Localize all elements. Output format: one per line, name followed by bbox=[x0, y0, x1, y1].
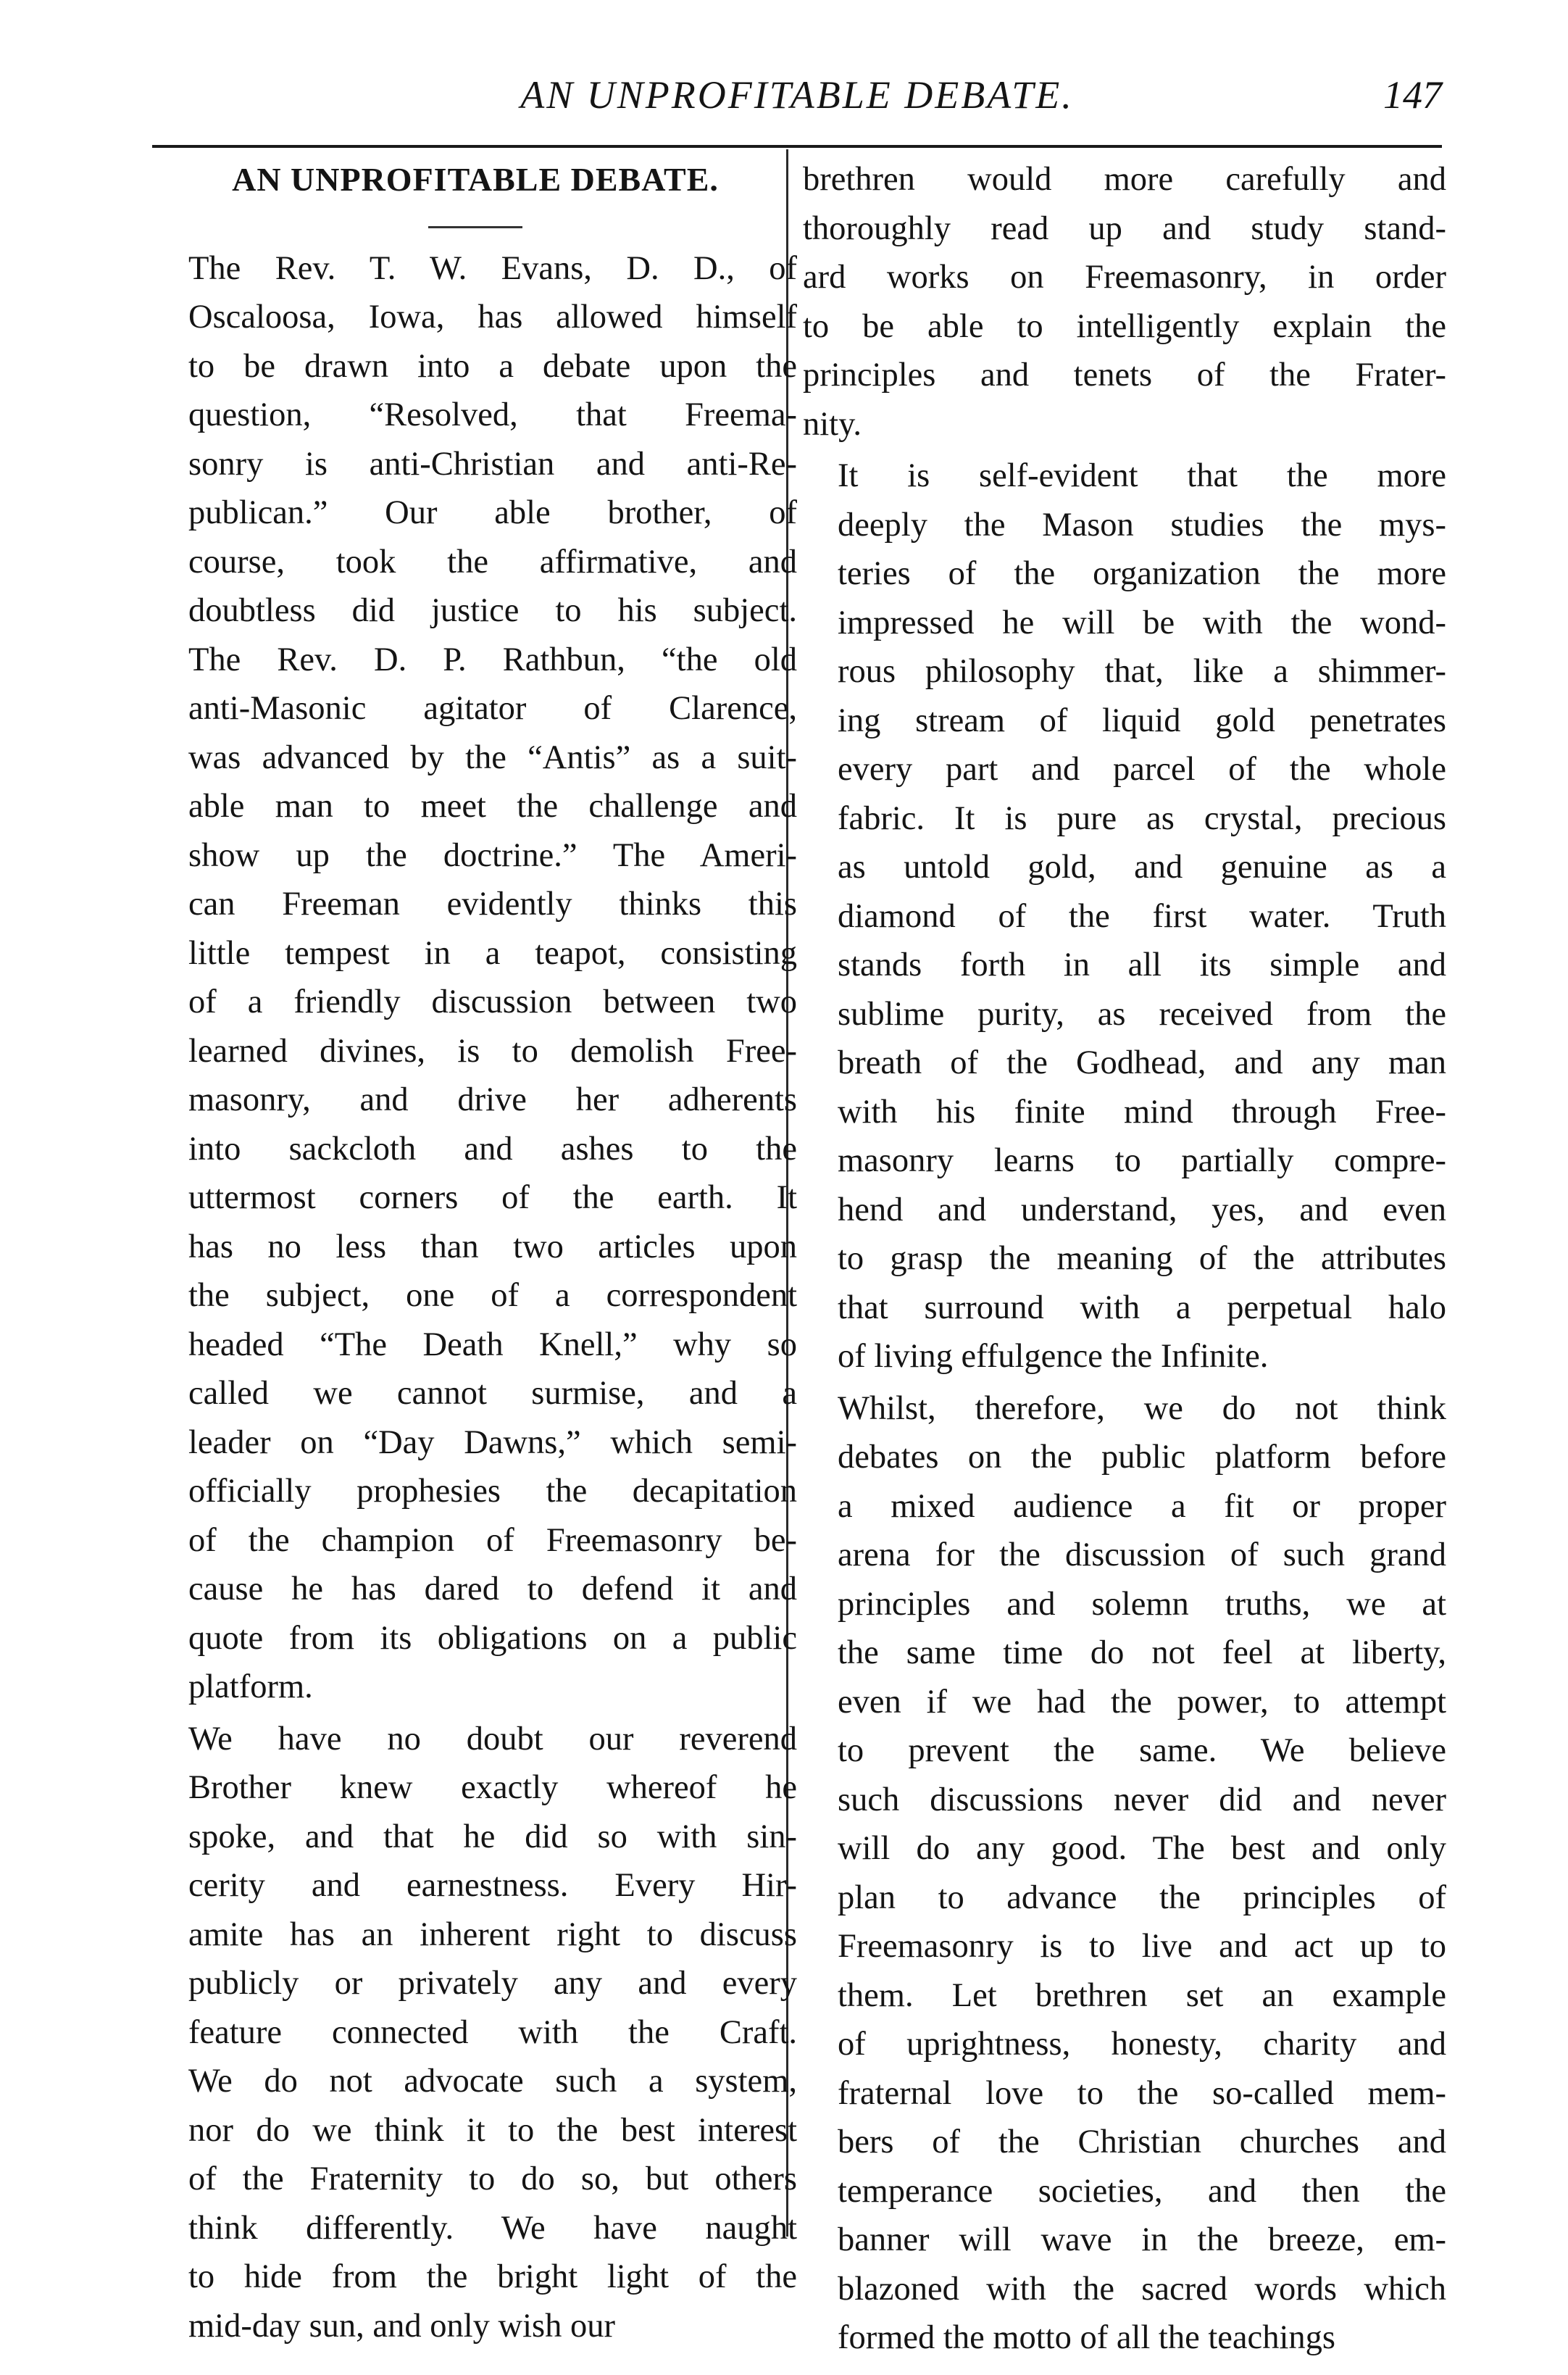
text-line: of a friendly discussion between two bbox=[188, 983, 797, 1020]
text-line: hend and understand, yes, and even bbox=[838, 1191, 1446, 1228]
text-line: every part and parcel of the whole bbox=[838, 751, 1446, 788]
text-line: publican.” Our able brother, of bbox=[188, 494, 797, 531]
text-line: ard works on Freemasonry, in order bbox=[803, 259, 1446, 296]
text-line: sublime purity, as received from the bbox=[838, 995, 1446, 1033]
text-line: sonry is anti-Christian and anti-Re- bbox=[188, 445, 797, 483]
paragraph-3 bbox=[803, 452, 1446, 1381]
text-line: to be drawn into a debate upon the bbox=[188, 347, 797, 385]
text-line: as untold gold, and genuine as a bbox=[838, 849, 1446, 886]
text-line: into sackcloth and ashes to the bbox=[188, 1130, 797, 1168]
text-line: officially prophesies the decapitation bbox=[188, 1473, 797, 1510]
text-line: fabric. It is pure as crystal, precious bbox=[838, 799, 1446, 837]
text-line: stands forth in all its simple and bbox=[838, 947, 1446, 983]
text-line: masonry learns to partially compre- bbox=[838, 1142, 1446, 1179]
text-line: with his finite mind through Free- bbox=[838, 1093, 1446, 1131]
text-line: cause he has dared to defend it and bbox=[188, 1571, 797, 1607]
text-line: amite has an inherent right to discuss bbox=[188, 1916, 797, 1953]
text-line: even if we had the power, to attempt bbox=[838, 1683, 1446, 1721]
text-line: headed “The Death Knell,” why so bbox=[188, 1326, 797, 1363]
text-line: spoke, and that he did so with sin- bbox=[188, 1818, 797, 1855]
text-line: arena for the discussion of such grand bbox=[838, 1536, 1446, 1573]
text-line: course, took the affirmative, and bbox=[188, 543, 797, 581]
text-line: Whilst, therefore, we do not think bbox=[838, 1389, 1446, 1427]
text-line: a mixed audience a fit or proper bbox=[838, 1487, 1446, 1525]
text-line: learned divines, is to demolish Free- bbox=[188, 1032, 797, 1070]
text-line: uttermost corners of the earth. It bbox=[188, 1179, 797, 1216]
text-line: deeply the Mason studies the mys- bbox=[838, 506, 1446, 544]
text-line: ing stream of liquid gold penetrates bbox=[838, 702, 1446, 739]
text-line: platform. bbox=[188, 1668, 313, 1705]
text-line: of living effulgence the Infinite. bbox=[838, 1338, 1269, 1375]
text-line: plan to advance the principles of bbox=[838, 1879, 1446, 1916]
text-line: anti-Masonic agitator of Clarence, bbox=[188, 690, 797, 727]
text-line: nity. bbox=[803, 405, 862, 443]
text-line: able man to meet the challenge and bbox=[188, 788, 797, 825]
text-line: impressed he will be with the wond- bbox=[838, 604, 1446, 641]
left-column bbox=[154, 155, 797, 2350]
text-line: of the champion of Freemasonry be- bbox=[188, 1521, 797, 1559]
running-head bbox=[152, 67, 1442, 139]
text-line: leader on “Day Dawns,” which semi- bbox=[188, 1423, 797, 1461]
text-line: We have no doubt our reverend bbox=[188, 1720, 797, 1758]
text-line: to grasp the meaning of the attributes bbox=[838, 1240, 1446, 1277]
text-line: fraternal love to the so-called mem- bbox=[838, 2074, 1446, 2112]
running-title: AN UNPROFITABLE DEBATE. bbox=[520, 73, 1074, 117]
text-line: the same time do not feel at liberty, bbox=[838, 1634, 1446, 1671]
text-line: has no less than two articles upon bbox=[188, 1228, 797, 1265]
text-line: such discussions never did and never bbox=[838, 1781, 1446, 1818]
text-line: to be able to intelligently explain the bbox=[803, 307, 1446, 345]
text-line: brethren would more carefully and bbox=[803, 161, 1446, 198]
text-line: will do any good. The best and only bbox=[838, 1830, 1446, 1867]
text-line: quote from its obligations on a public bbox=[188, 1619, 797, 1657]
text-line: It is self-evident that the more bbox=[838, 457, 1446, 494]
text-line: formed the motto of all the teachings bbox=[838, 2319, 1335, 2356]
text-line: mid-day sun, and only wish our bbox=[188, 2307, 615, 2345]
text-line: breath of the Godhead, and any man bbox=[838, 1044, 1446, 1081]
text-line: teries of the organization the more bbox=[838, 555, 1446, 592]
text-line: The Rev. D. P. Rathbun, “the old bbox=[188, 641, 797, 678]
text-line: called we cannot surmise, and a bbox=[188, 1375, 797, 1412]
text-line: principles and tenets of the Frater- bbox=[803, 357, 1446, 394]
text-line: rous philosophy that, like a shimmer- bbox=[838, 653, 1446, 690]
text-line: of the Fraternity to do so, but others bbox=[188, 2160, 797, 2197]
text-line: The Rev. T. W. Evans, D. D., of bbox=[188, 249, 797, 287]
text-line: masonry, and drive her adherents bbox=[188, 1081, 797, 1118]
text-line: that surround with a perpetual halo bbox=[838, 1289, 1446, 1326]
title-dash bbox=[428, 226, 522, 228]
text-line: debates on the public platform before bbox=[838, 1439, 1446, 1476]
text-line: to hide from the bright light of the bbox=[188, 2258, 797, 2295]
text-line: was advanced by the “Antis” as a suit- bbox=[188, 739, 797, 776]
text-line: publicly or privately any and every bbox=[188, 1965, 797, 2002]
text-line: of uprightness, honesty, charity and bbox=[838, 2026, 1446, 2063]
text-line: principles and solemn truths, we at bbox=[838, 1585, 1446, 1623]
header-rule bbox=[152, 145, 1442, 148]
text-line: Brother knew exactly whereof he bbox=[188, 1769, 797, 1806]
paragraph-2 bbox=[154, 1715, 797, 2351]
text-line: them. Let brethren set an example bbox=[838, 1976, 1446, 2014]
paragraph-2-continued bbox=[803, 155, 1446, 449]
text-line: banner will wave in the breeze, em- bbox=[838, 2221, 1446, 2258]
text-line: question, “Resolved, that Freema- bbox=[188, 396, 797, 433]
right-column bbox=[803, 155, 1446, 2363]
text-line: can Freeman evidently thinks this bbox=[188, 886, 797, 923]
text-line: nor do we think it to the best interest bbox=[188, 2111, 797, 2149]
text-line: doubtless did justice to his subject. bbox=[188, 592, 797, 629]
text-line: show up the doctrine.” The Ameri- bbox=[188, 836, 797, 874]
text-line: temperance societies, and then the bbox=[838, 2172, 1446, 2210]
text-line: to prevent the same. We believe bbox=[838, 1732, 1446, 1769]
text-line: Freemasonry is to live and act up to bbox=[838, 1928, 1446, 1965]
text-line: Oscaloosa, Iowa, has allowed himself bbox=[188, 299, 797, 336]
text-line: cerity and earnestness. Every Hir- bbox=[188, 1867, 797, 1904]
article-title: AN UNPROFITABLE DEBATE. bbox=[232, 161, 719, 198]
text-line: bers of the Christian churches and bbox=[838, 2124, 1446, 2160]
text-line: thoroughly read up and study stand- bbox=[803, 209, 1446, 247]
text-line: We do not advocate such a system, bbox=[188, 2063, 797, 2100]
text-line: blazoned with the sacred words which bbox=[838, 2270, 1446, 2308]
text-line: feature connected with the Craft. bbox=[188, 2013, 797, 2051]
text-line: the subject, one of a correspondent bbox=[188, 1277, 797, 1314]
text-line: little tempest in a teapot, consisting bbox=[188, 934, 797, 972]
paragraph-4 bbox=[803, 1384, 1446, 2363]
text-line: think differently. We have naught bbox=[188, 2209, 797, 2247]
page-number: 147 bbox=[1383, 73, 1442, 117]
paragraph-1 bbox=[154, 244, 797, 1712]
text-line: diamond of the first water. Truth bbox=[838, 897, 1446, 935]
